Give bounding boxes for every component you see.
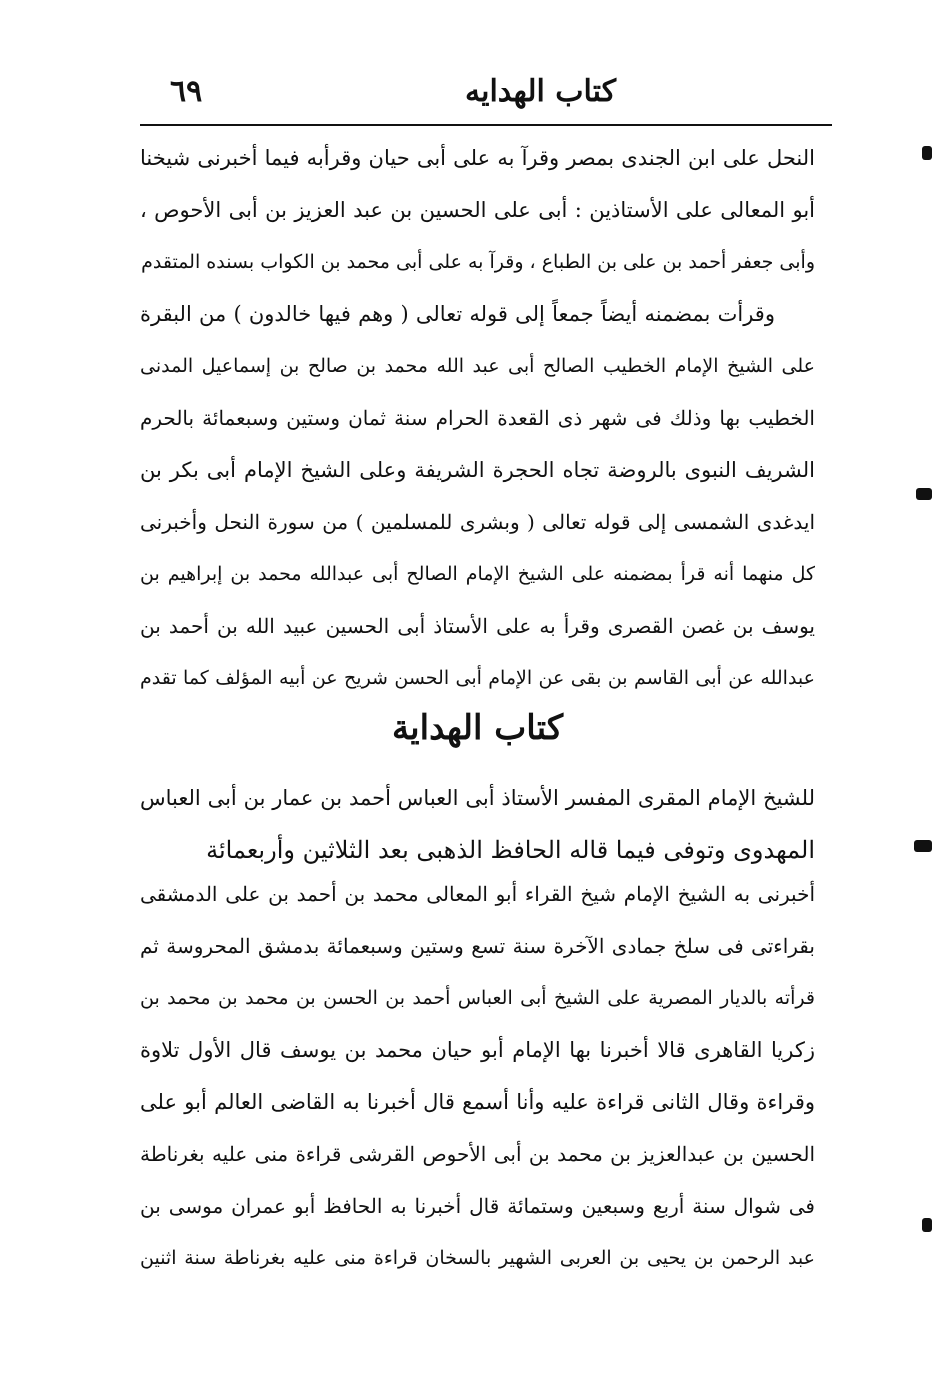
- text-line: المهدوى وتوفى فيما قاله الحافظ الذهبى بعد الثلاثين وأربعمائة: [206, 836, 815, 864]
- author-note: [140, 772, 815, 876]
- text-line: الحسين بن عبدالعزيز بن محمد بن أبى الأحوص القرشى قراءة منى عليه بغرناطة: [140, 1142, 815, 1166]
- page-number: ٦٩: [170, 74, 203, 109]
- text-line: الشريف النبوى بالروضة تجاه الحجرة الشريفة وعلى الشيخ الإمام أبى بكر بن: [140, 458, 815, 482]
- text-line: وقرأت بمضمنه أيضاً جمعاً إلى قوله تعالى ( وهم فيها خالدون ) من البقرة: [140, 302, 775, 326]
- text-line: وأبى جعفر أحمد بن على بن الطباع ، وقرآ به على أبى محمد بن الكواب بسنده المتقدم: [141, 251, 815, 273]
- binding-hole-mark: [922, 146, 932, 160]
- text-block-chain: [140, 868, 815, 1284]
- page-header: [140, 72, 830, 120]
- text-line: بقراءتى فى سلخ جمادى الآخرة سنة تسع وستين وسبعمائة بدمشق المحروسة ثم: [140, 934, 815, 958]
- binding-hole-mark: [914, 840, 932, 852]
- text-line: عبد الرحمن بن يحيى بن العربى الشهير بالسخان قراءة منى عليه بغرناطة سنة اثنين: [140, 1247, 815, 1269]
- text-line: أخبرنى به الشيخ الإمام شيخ القراء أبو المعالى محمد بن أحمد بن على الدمشقى: [140, 882, 815, 906]
- text-block-continuation: [140, 132, 815, 704]
- text-line: أبو المعالى على الأستاذين : أبى على الحسين بن عبد العزيز بن أبى الأحوص ،: [140, 198, 815, 222]
- binding-hole-mark: [916, 488, 932, 500]
- running-title: كتاب الهدايه: [465, 74, 616, 109]
- text-line: عبدالله عن أبى القاسم بن بقى عن الإمام أبى الحسن شريح عن أبيه المؤلف كما تقدم: [140, 667, 815, 689]
- header-rule: [140, 124, 832, 126]
- text-line: يوسف بن غصن القصرى وقرأ به على الأستاذ أبى الحسين عبيد الله بن أحمد بن: [140, 614, 815, 638]
- text-line: قرأته بالديار المصرية على الشيخ أبى العباس أحمد بن الحسن بن محمد بن محمد بن: [140, 987, 815, 1009]
- text-line: فى شوال سنة أربع وسبعين وستمائة قال أخبرنا به الحافظ أبو عمران موسى بن: [140, 1194, 815, 1218]
- text-line: النحل على ابن الجندى بمصر وقرآ به على أبى حيان وقرأبه فيما أخبرنى شيخنا: [140, 146, 815, 170]
- text-line: كل منهما أنه قرأ بمضمنه على الشيخ الإمام الصالح أبى عبدالله محمد بن إبراهيم بن: [140, 563, 815, 585]
- text-line: على الشيخ الإمام الخطيب الصالح أبى عبد الله محمد بن صالح بن إسماعيل المدنى: [140, 355, 815, 377]
- text-line: زكريا القاهرى قالا أخبرنا بها الإمام أبو حيان محمد بن يوسف قال الأول تلاوة: [140, 1038, 815, 1062]
- binding-hole-mark: [922, 1218, 932, 1232]
- text-line: ايدغدى الشمسى إلى قوله تعالى ( وبشرى للمسلمين ) من سورة النحل وأخبرنى: [140, 510, 815, 534]
- text-line: للشيخ الإمام المقرى المفسر الأستاذ أبى العباس أحمد بن عمار بن أبى العباس: [140, 786, 815, 810]
- section-heading: كتاب الهداية: [391, 708, 564, 748]
- text-line: وقراءة وقال الثانى قراءة عليه وأنا أسمع قال أخبرنا به القاضى العالم أبو على: [140, 1090, 815, 1114]
- text-line: الخطيب بها وذلك فى شهر ذى القعدة الحرام سنة ثمان وستين وسبعمائة بالحرم: [140, 406, 815, 430]
